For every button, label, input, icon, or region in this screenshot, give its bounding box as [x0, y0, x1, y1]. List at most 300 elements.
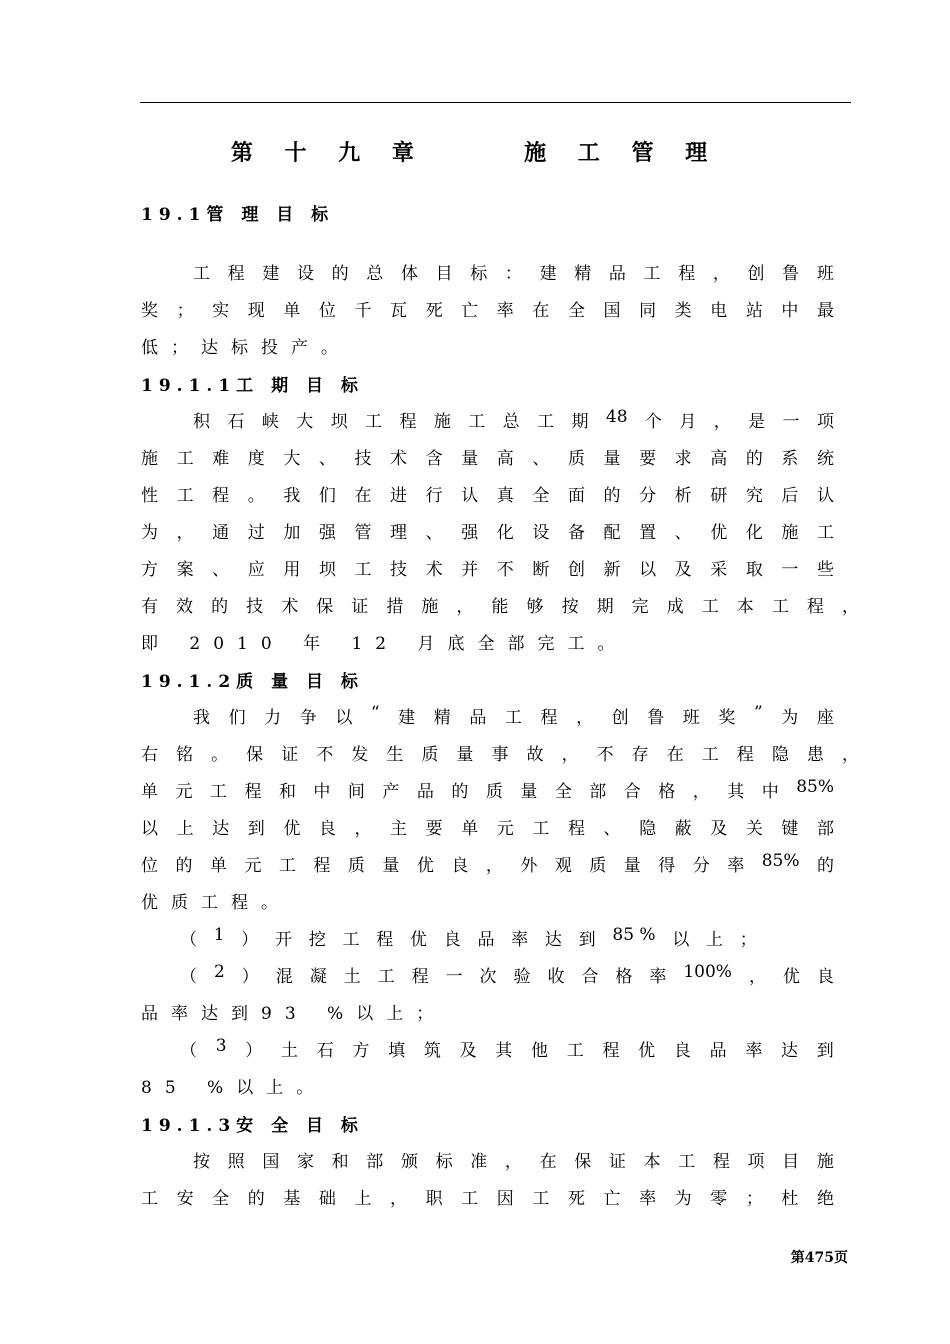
glyph: 程: [602, 1041, 620, 1061]
glyph: “: [370, 703, 380, 723]
glyph: 程: [313, 856, 331, 876]
para-line-3: [193, 407, 834, 432]
glyph: 期: [571, 412, 589, 432]
glyph: 85%: [761, 851, 800, 871]
glyph: 月: [679, 412, 697, 432]
glyph: 良: [443, 930, 461, 950]
glyph: 个: [644, 412, 662, 432]
glyph: 完: [631, 597, 649, 617]
glyph: 程: [736, 745, 754, 765]
glyph: 技: [354, 449, 372, 469]
glyph: ，: [485, 856, 503, 876]
glyph: 右: [141, 745, 158, 765]
para-line-21: [193, 1147, 834, 1172]
glyph: ，: [692, 782, 710, 802]
glyph: 死: [567, 1189, 585, 1209]
glyph: 单: [283, 301, 301, 321]
glyph: 认: [816, 486, 834, 506]
glyph: 强: [461, 523, 479, 543]
glyph: 工: [532, 1189, 550, 1209]
para-line-7: [141, 555, 834, 580]
glyph: 按: [561, 597, 579, 617]
glyph: 含: [425, 449, 443, 469]
glyph: 程: [376, 930, 394, 950]
glyph: 本: [643, 1152, 661, 1172]
glyph: 类: [674, 301, 692, 321]
glyph: 量: [520, 782, 538, 802]
glyph: 外: [520, 856, 538, 876]
glyph: 们: [318, 486, 336, 506]
glyph: 观: [554, 856, 572, 876]
glyph: 真: [496, 486, 514, 506]
glyph: 以: [639, 560, 657, 580]
glyph: 品: [469, 708, 487, 728]
glyph: 上: [176, 819, 194, 839]
glyph: 能: [491, 597, 509, 617]
section-heading-19-1-3: 19.1.3安 全 目 标: [141, 1116, 364, 1136]
glyph: 班: [682, 708, 700, 728]
glyph: 元: [244, 856, 262, 876]
glyph: 蔽: [674, 819, 692, 839]
glyph: 其: [495, 1041, 513, 1061]
glyph: 的: [817, 856, 834, 876]
glyph: 国: [603, 301, 621, 321]
glyph: 不: [316, 745, 334, 765]
glyph: 验: [513, 967, 531, 987]
glyph: 程: [227, 264, 245, 284]
glyph: 加: [283, 523, 301, 543]
glyph: 。: [247, 486, 265, 506]
glyph: 瓦: [390, 301, 408, 321]
glyph: 品: [608, 264, 626, 284]
para-line-11: [141, 740, 859, 765]
glyph: 品: [709, 1041, 727, 1061]
glyph: 良: [318, 819, 336, 839]
glyph: 质: [567, 449, 585, 469]
para-line-13: [141, 814, 834, 839]
glyph: 总: [366, 264, 384, 284]
section-heading-19-1: 19.1管 理 目 标: [141, 205, 335, 225]
para-line-22: [141, 1184, 834, 1209]
glyph: ，: [841, 597, 859, 617]
glyph: 的: [247, 1189, 265, 1209]
glyph: 、: [318, 449, 336, 469]
glyph: 创: [567, 560, 585, 580]
glyph: 技: [390, 560, 408, 580]
glyph: 关: [745, 819, 763, 839]
glyph: 发: [351, 745, 369, 765]
glyph: 工: [701, 597, 719, 617]
glyph: 的: [451, 782, 469, 802]
glyph: 程: [806, 597, 824, 617]
glyph: 要: [425, 819, 443, 839]
glyph: 保: [316, 597, 334, 617]
glyph: 术: [390, 449, 408, 469]
glyph: 分: [692, 856, 710, 876]
glyph: 及: [710, 819, 728, 839]
glyph: 工: [377, 967, 395, 987]
glyph: 凝: [309, 967, 327, 987]
glyph: 以: [335, 708, 353, 728]
glyph: ；: [745, 1189, 763, 1209]
glyph: 建: [398, 708, 416, 728]
glyph: 程: [244, 782, 262, 802]
glyph: 为: [674, 1189, 692, 1209]
glyph: 优: [416, 856, 434, 876]
glyph: 的: [211, 597, 229, 617]
glyph: 程: [678, 264, 696, 284]
glyph: 过: [247, 523, 265, 543]
glyph: 用: [283, 560, 301, 580]
glyph: 达: [781, 1041, 799, 1061]
glyph: 部: [816, 819, 834, 839]
glyph: 中: [781, 301, 799, 321]
glyph: 国: [262, 1152, 280, 1172]
glyph: 强: [318, 523, 336, 543]
glyph: 家: [296, 1152, 314, 1172]
glyph: 奖: [718, 708, 736, 728]
glyph: 石: [316, 1041, 334, 1061]
glyph: 工: [176, 486, 194, 506]
glyph: 全: [567, 301, 585, 321]
glyph: 隐: [639, 819, 657, 839]
glyph: 千: [354, 301, 372, 321]
glyph: 证: [351, 597, 369, 617]
glyph: 筑: [423, 1041, 441, 1061]
glyph: 量: [461, 449, 479, 469]
glyph: 施: [421, 597, 439, 617]
glyph: 保: [246, 745, 264, 765]
para-line-10: [193, 703, 834, 728]
glyph: 采: [710, 560, 728, 580]
section-heading-19-1-2: 19.1.2质 量 目 标: [141, 672, 364, 692]
glyph: 在: [666, 745, 684, 765]
glyph: 职: [425, 1189, 443, 1209]
glyph: 措: [386, 597, 404, 617]
glyph: 积: [193, 412, 210, 432]
glyph: 品: [477, 930, 495, 950]
glyph: 85 %: [612, 925, 656, 945]
glyph: 保: [574, 1152, 592, 1172]
glyph: 达: [212, 819, 230, 839]
glyph: 建: [539, 264, 557, 284]
glyph: 的: [745, 449, 763, 469]
glyph: 优: [782, 967, 800, 987]
glyph: 工: [504, 708, 522, 728]
glyph: 良: [673, 1041, 691, 1061]
glyph: 创: [611, 708, 629, 728]
glyph: 为: [781, 708, 799, 728]
glyph: 坝: [330, 412, 348, 432]
para-line-8: [141, 592, 859, 617]
glyph: 不: [596, 745, 614, 765]
glyph: 鲁: [647, 708, 665, 728]
glyph: ，: [456, 597, 474, 617]
glyph: 和: [278, 782, 296, 802]
glyph: 全: [212, 1189, 230, 1209]
glyph: 难: [212, 449, 230, 469]
glyph: 工: [771, 597, 789, 617]
para-line-9: 即 2010 年 12 月底全部完工。: [141, 634, 628, 654]
para-line-1: [141, 296, 834, 321]
para-line-12: [141, 777, 834, 802]
glyph: 我: [193, 708, 210, 728]
glyph: 通: [212, 523, 230, 543]
glyph: 案: [176, 560, 194, 580]
glyph: 率: [496, 301, 514, 321]
glyph: 良: [816, 967, 834, 987]
glyph: 理: [390, 523, 408, 543]
glyph: 挖: [308, 930, 326, 950]
glyph: 项: [747, 1152, 765, 1172]
glyph: 化: [496, 523, 514, 543]
glyph: 化: [745, 523, 763, 543]
glyph: 部: [366, 1152, 384, 1172]
glyph: 85%: [796, 777, 834, 797]
glyph: 率: [727, 856, 745, 876]
glyph: 质: [589, 856, 607, 876]
glyph: 开: [275, 930, 293, 950]
glyph: 主: [390, 819, 408, 839]
glyph: 站: [745, 301, 763, 321]
glyph: 他: [531, 1041, 549, 1061]
para-line-20: 85 %以上。: [141, 1078, 327, 1098]
glyph: 奖: [141, 301, 158, 321]
glyph: 的: [603, 486, 621, 506]
para-line-16: [180, 925, 757, 950]
glyph: ）: [241, 930, 259, 950]
glyph: 我: [283, 486, 301, 506]
glyph: 到: [578, 930, 596, 950]
glyph: 性: [141, 486, 158, 506]
glyph: 次: [479, 967, 497, 987]
chapter-title: 第 十 九 章 施 工 管 理: [230, 140, 720, 166]
glyph: 工: [461, 1189, 479, 1209]
glyph: 故: [526, 745, 544, 765]
glyph: 期: [596, 597, 614, 617]
glyph: 最: [816, 301, 834, 321]
glyph: 到: [816, 1041, 834, 1061]
glyph: 取: [745, 560, 763, 580]
glyph: 事: [491, 745, 509, 765]
glyph: ；: [176, 301, 194, 321]
glyph: 班: [816, 264, 834, 284]
glyph: 总: [502, 412, 520, 432]
glyph: 、: [212, 560, 230, 580]
glyph: 效: [176, 597, 194, 617]
glyph: ，: [712, 264, 730, 284]
glyph: （: [180, 967, 197, 987]
glyph: 并: [461, 560, 479, 580]
glyph: 座: [816, 708, 834, 728]
glyph: 安: [176, 1189, 194, 1209]
glyph: 工: [209, 782, 227, 802]
glyph: 键: [781, 819, 799, 839]
glyph: 为: [141, 523, 158, 543]
glyph: 单: [209, 856, 227, 876]
glyph: 进: [390, 486, 408, 506]
glyph: 、: [603, 819, 621, 839]
glyph: ，: [504, 1152, 522, 1172]
glyph: 率: [649, 967, 667, 987]
glyph: 亡: [603, 1189, 621, 1209]
glyph: 以: [141, 819, 158, 839]
glyph: 程: [411, 967, 429, 987]
glyph: 量: [603, 449, 621, 469]
glyph: 及: [674, 560, 692, 580]
glyph: 和: [331, 1152, 349, 1172]
glyph: ，: [390, 1189, 408, 1209]
para-line-15: 优质工程。: [141, 893, 291, 913]
para-line-0: [193, 259, 834, 284]
para-line-2: 低；达标投产。: [141, 338, 351, 358]
glyph: 施: [781, 523, 799, 543]
glyph: ：: [504, 264, 522, 284]
glyph: 2: [213, 962, 225, 982]
glyph: 以: [672, 930, 690, 950]
glyph: 上: [354, 1189, 372, 1209]
glyph: 在: [532, 301, 550, 321]
para-line-5: [141, 481, 834, 506]
glyph: 1: [213, 925, 225, 945]
glyph: 零: [710, 1189, 728, 1209]
glyph: 填: [388, 1041, 406, 1061]
glyph: 、: [425, 523, 443, 543]
glyph: 系: [781, 449, 799, 469]
glyph: 求: [674, 449, 692, 469]
glyph: 峡: [261, 412, 279, 432]
header-rule: [140, 102, 851, 103]
glyph: ，: [841, 745, 859, 765]
glyph: 精: [574, 264, 592, 284]
glyph: 、: [674, 523, 692, 543]
glyph: 在: [539, 1152, 557, 1172]
glyph: 收: [547, 967, 565, 987]
glyph: 工: [678, 1152, 696, 1172]
glyph: ，: [561, 745, 579, 765]
glyph: 部: [589, 782, 607, 802]
glyph: 患: [806, 745, 824, 765]
glyph: 石: [227, 412, 245, 432]
glyph: 们: [228, 708, 246, 728]
glyph: 杜: [781, 1189, 799, 1209]
para-line-4: [141, 444, 834, 469]
glyph: 工: [701, 745, 719, 765]
glyph: 率: [745, 1041, 763, 1061]
glyph: 的: [175, 856, 193, 876]
glyph: 产: [382, 782, 400, 802]
glyph: 中: [313, 782, 331, 802]
glyph: 全: [532, 486, 550, 506]
glyph: 置: [639, 523, 657, 543]
glyph: 术: [425, 560, 443, 580]
glyph: 设: [532, 523, 550, 543]
glyph: 认: [461, 486, 479, 506]
glyph: ，: [748, 967, 766, 987]
glyph: 照: [227, 1152, 245, 1172]
glyph: 3: [215, 1036, 227, 1056]
glyph: 工: [278, 856, 296, 876]
glyph: 管: [354, 523, 372, 543]
glyph: 统: [816, 449, 834, 469]
glyph: 大: [296, 412, 314, 432]
glyph: 成: [666, 597, 684, 617]
glyph: 得: [658, 856, 676, 876]
glyph: 工: [176, 449, 194, 469]
glyph: 坝: [318, 560, 336, 580]
glyph: 创: [747, 264, 765, 284]
glyph: 。: [211, 745, 229, 765]
glyph: 土: [343, 967, 361, 987]
glyph: 格: [658, 782, 676, 802]
glyph: 位: [318, 301, 336, 321]
glyph: 工: [537, 412, 555, 432]
glyph: 格: [615, 967, 633, 987]
glyph: 目: [435, 264, 453, 284]
glyph: 颁: [400, 1152, 418, 1172]
glyph: 精: [433, 708, 451, 728]
glyph: 量: [623, 856, 641, 876]
glyph: 程: [399, 412, 417, 432]
glyph: 是: [748, 412, 766, 432]
glyph: 间: [347, 782, 365, 802]
glyph: 混: [275, 967, 293, 987]
glyph: 工: [468, 412, 486, 432]
glyph: 应: [247, 560, 265, 580]
glyph: 有: [141, 597, 158, 617]
glyph: ）: [245, 1041, 263, 1061]
glyph: 因: [496, 1189, 514, 1209]
para-line-19: [180, 1036, 834, 1061]
glyph: 工: [365, 412, 383, 432]
glyph: 备: [567, 523, 585, 543]
glyph: 单: [141, 782, 158, 802]
glyph: 方: [352, 1041, 370, 1061]
glyph: 质: [485, 782, 503, 802]
glyph: 配: [603, 523, 621, 543]
glyph: 同: [639, 301, 657, 321]
glyph: 48: [605, 407, 628, 427]
glyph: 不: [496, 560, 514, 580]
glyph: 本: [736, 597, 754, 617]
glyph: 究: [745, 486, 763, 506]
glyph: 断: [532, 560, 550, 580]
glyph: ，: [354, 819, 372, 839]
glyph: 方: [141, 560, 158, 580]
glyph: ，: [176, 523, 194, 543]
glyph: 现: [247, 301, 265, 321]
para-line-14: [141, 851, 834, 876]
glyph: 的: [331, 264, 349, 284]
glyph: 施: [141, 449, 158, 469]
glyph: 质: [347, 856, 365, 876]
glyph: ，: [576, 708, 594, 728]
glyph: 研: [710, 486, 728, 506]
glyph: 高: [496, 449, 514, 469]
glyph: 工: [342, 930, 360, 950]
glyph: 鲁: [782, 264, 800, 284]
glyph: 施: [816, 1152, 834, 1172]
glyph: 中: [761, 782, 779, 802]
glyph: 元: [496, 819, 514, 839]
glyph: 一: [781, 560, 799, 580]
glyph: 位: [141, 856, 158, 876]
glyph: 量: [382, 856, 400, 876]
glyph: 率: [511, 930, 529, 950]
glyph: 工: [566, 1041, 584, 1061]
glyph: 亡: [461, 301, 479, 321]
glyph: 标: [435, 1152, 453, 1172]
